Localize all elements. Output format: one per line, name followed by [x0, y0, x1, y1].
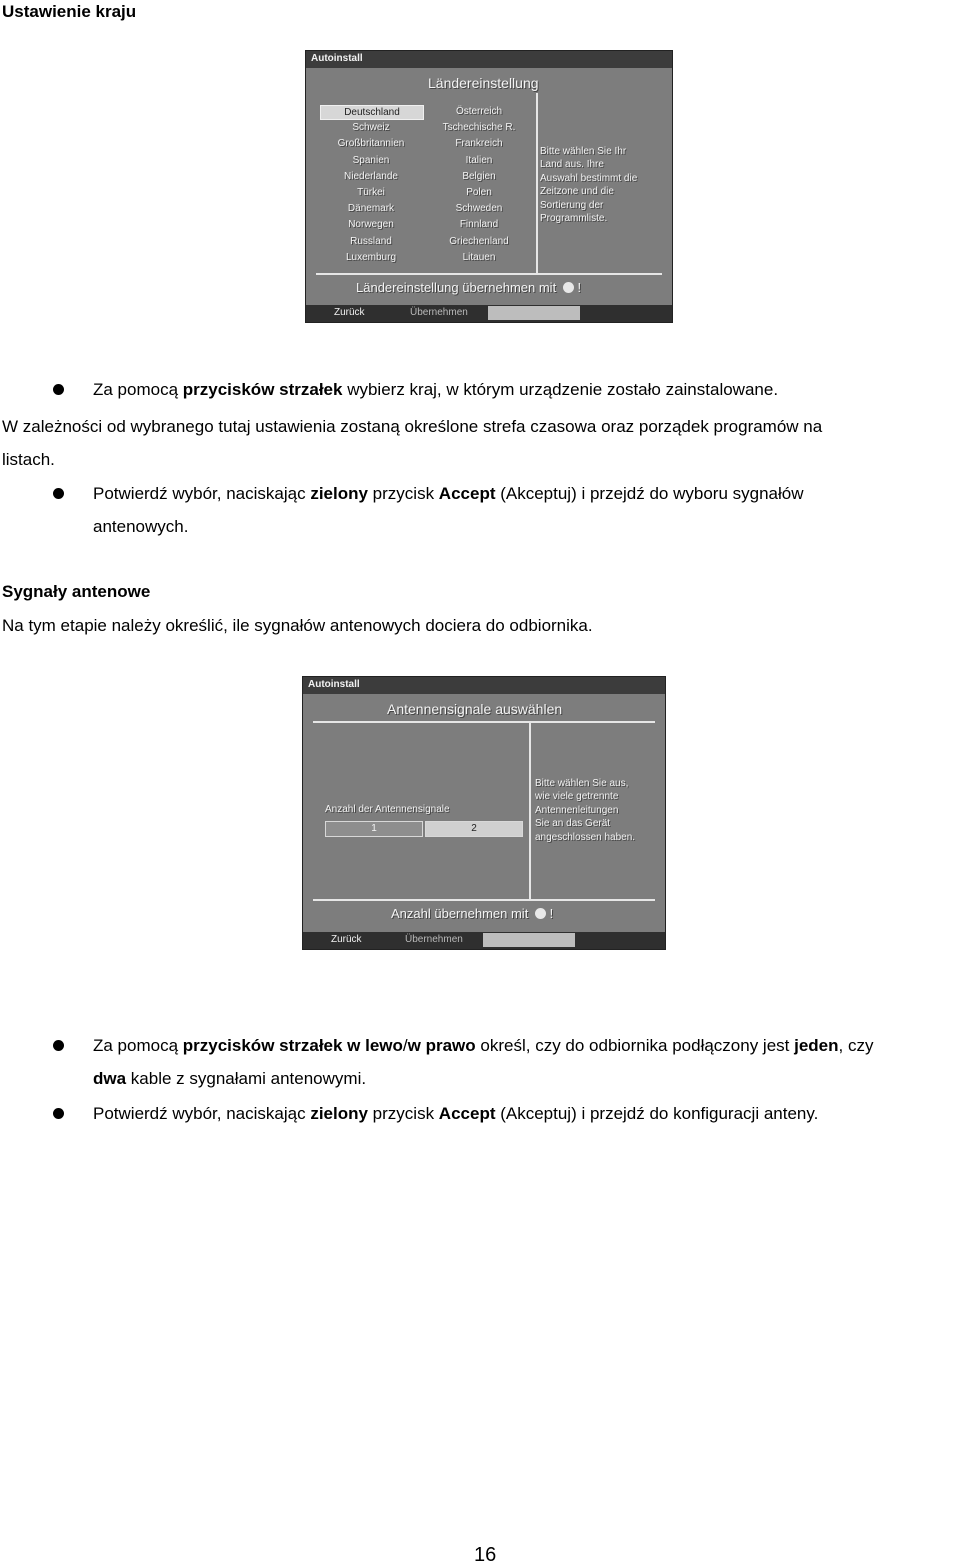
country-item: Dänemark — [347, 203, 395, 215]
confirm-label: Ländereinstellung übernehmen mit — [356, 280, 557, 295]
country-item: Polen — [466, 187, 492, 198]
instruction-left-right-line2: dwa kable z sygnałami antenowymi. — [93, 1069, 367, 1088]
instruction-confirm-line2: antenowych. — [93, 517, 189, 536]
screen-top-label: Autoinstall — [308, 679, 360, 690]
country-item: Finnland — [459, 219, 499, 231]
screen-top-bar — [303, 677, 665, 694]
ok-button-icon — [535, 908, 546, 919]
info-line: Programmliste. — [540, 213, 608, 224]
country-item: Frankreich — [455, 138, 503, 150]
antenna-setup-screenshot — [302, 676, 666, 950]
ok-button-icon — [563, 282, 574, 293]
screen-top-label: Autoinstall — [311, 53, 363, 64]
country-item: Luxemburg — [345, 251, 397, 263]
screen-divider — [313, 721, 655, 723]
blank-button — [488, 306, 580, 320]
section-heading-country: Ustawienie kraju — [2, 2, 137, 21]
instruction-confirm-antenna: Potwierdź wybór, naciskając zielony przycisk Accept (Akceptuj) i przejdź do konfiguracji anteny. — [93, 1104, 819, 1123]
info-line: Land aus. Ihre — [540, 159, 604, 171]
confirm-end: ! — [577, 280, 582, 295]
screen-title: Ländereinstellung — [428, 75, 539, 91]
country-item: Spanien — [352, 154, 390, 166]
country-item: Schweden — [455, 203, 503, 215]
screen-button-bar — [306, 305, 672, 322]
country-item: Türkei — [357, 187, 385, 198]
country-item: Großbritannien — [337, 138, 405, 150]
info-line: Antennenleitungen — [535, 804, 619, 816]
bullet-icon — [53, 488, 64, 499]
screen-confirm-text — [356, 280, 581, 295]
screen-divider — [529, 723, 531, 899]
paragraph-line-2: listach. — [2, 450, 55, 469]
country-item: Russland — [350, 235, 392, 247]
screen-confirm-text — [391, 906, 553, 921]
country-item: Niederlande — [344, 170, 398, 182]
country-item: Österreich — [455, 106, 503, 117]
country-item: Tschechische R. — [442, 122, 516, 134]
info-line: Bitte wählen Sie Ihr — [540, 146, 627, 157]
info-line: Bitte wählen Sie aus, — [535, 778, 629, 789]
country-item: Litauen — [462, 251, 496, 263]
country-item: Norwegen — [348, 219, 394, 231]
country-item: Schweiz — [352, 122, 390, 134]
info-line: wie viele getrennte — [535, 791, 619, 803]
blank-button — [483, 933, 575, 947]
confirm-end: ! — [549, 906, 554, 921]
country-item: Deutschland — [320, 105, 424, 120]
instruction-left-right-line1: Za pomocą przycisków strzałek w lewo/w prawo określ, czy do odbiornika podłączony jest jeden, czy — [93, 1036, 874, 1055]
bullet-icon — [53, 1040, 64, 1051]
paragraph-line-1: W zależności od wybranego tutaj ustawienia zostaną określone strefa czasowa oraz porządek programów na — [2, 417, 823, 436]
confirm-label: Anzahl übernehmen mit — [391, 906, 529, 921]
country-item: Belgien — [462, 170, 496, 182]
screen-divider — [316, 273, 662, 275]
screen-button-bar — [303, 932, 665, 949]
back-button: Zurück — [331, 934, 362, 945]
option-one: 1 — [325, 821, 423, 837]
info-line: Sie an das Gerät — [535, 818, 611, 830]
antenna-count-label: Anzahl der Antennensignale — [325, 804, 450, 815]
screen-divider — [313, 899, 655, 901]
section-intro: Na tym etapie należy określić, ile sygnałów antenowych dociera do odbiornika. — [2, 616, 593, 635]
bullet-icon — [53, 1108, 64, 1119]
info-line: Sortierung der — [540, 199, 604, 211]
option-two: 2 — [425, 821, 523, 837]
info-line: angeschlossen haben. — [535, 831, 636, 843]
screen-divider — [536, 93, 538, 273]
back-button: Zurück — [334, 307, 365, 318]
instruction-arrow-keys: Za pomocą przycisków strzałek wybierz kraj, w którym urządzenie zostało zainstalowane. — [93, 380, 779, 399]
info-line: Auswahl bestimmt die — [540, 172, 638, 184]
country-item: Italien — [465, 154, 493, 166]
accept-button: Übernehmen — [405, 934, 463, 945]
screen-title: Antennensignale auswählen — [387, 701, 563, 717]
accept-button: Übernehmen — [410, 307, 468, 318]
screen-top-bar — [306, 51, 672, 68]
country-setup-screenshot — [305, 50, 673, 323]
instruction-confirm-line1: Potwierdź wybór, naciskając zielony przycisk Accept (Akceptuj) i przejdź do wyboru sygnałów — [93, 484, 804, 503]
section-heading-antenna: Sygnały antenowe — [2, 582, 151, 601]
country-item: Griechenland — [449, 235, 509, 247]
page-number: 16 — [474, 1544, 497, 1566]
info-line: Zeitzone und die — [540, 186, 614, 198]
bullet-icon — [53, 384, 64, 395]
